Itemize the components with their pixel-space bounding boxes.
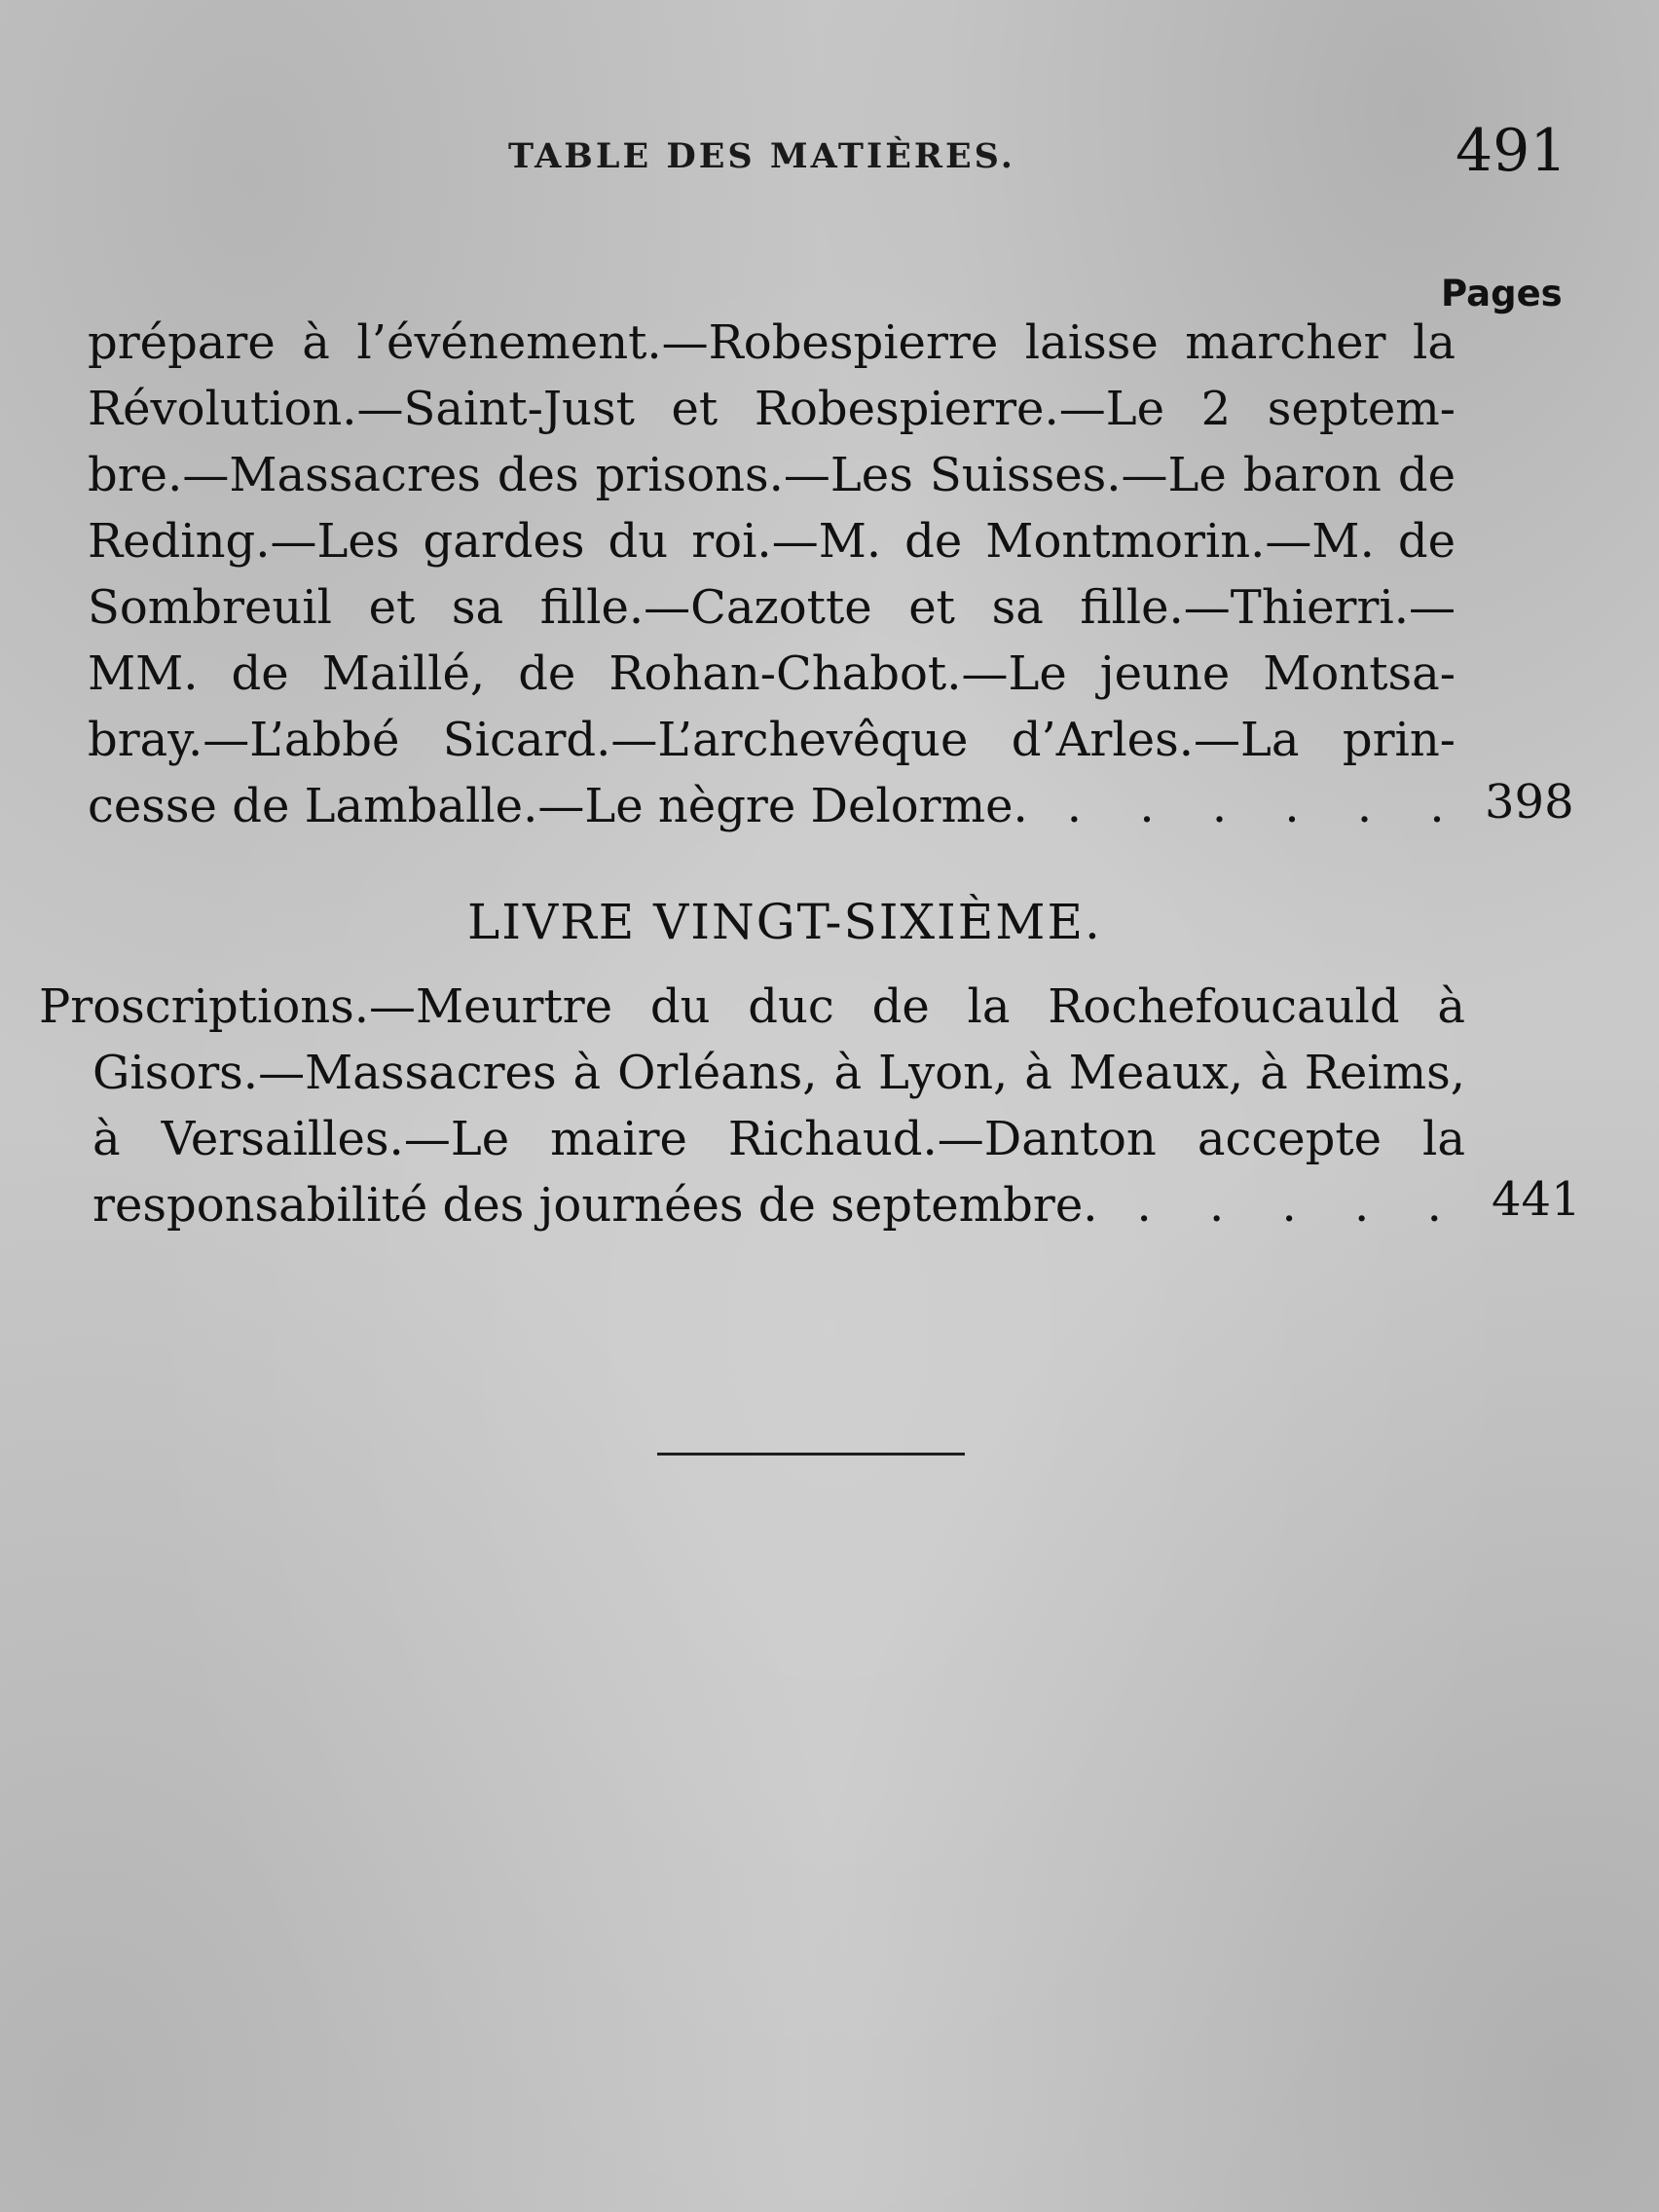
toc-entry-last-line — [88, 773, 1466, 839]
end-rule-divider — [657, 1453, 965, 1456]
running-head: TABLE DES MATIÈRES. — [508, 136, 1015, 176]
toc-entry-line: à Versailles.—Le maire Richaud.—Danton accepte la — [92, 1112, 1465, 1166]
dot-leader: . . . . . — [1136, 1178, 1463, 1233]
page-number: 491 — [1456, 117, 1567, 185]
toc-entry-line: Proscriptions.—Meurtre du duc de la Rochefoucauld à — [39, 979, 1465, 1034]
toc-entry-line: prépare à l’événement.—Robespierre laisse marcher la — [88, 315, 1456, 370]
toc-entry-last-line — [92, 1172, 1465, 1238]
toc-entry-line: bray.—L’abbé Sicard.—L’archevêque d’Arles.—La prin- — [88, 713, 1456, 767]
toc-entry-line: Sombreuil et sa fille.—Cazotte et sa fille.—Thierri.— — [88, 580, 1456, 635]
toc-entry — [88, 310, 1466, 839]
toc-entry-line: cesse de Lamballe.—Le nègre Delorme. — [88, 779, 1028, 833]
toc-entry-line: Reding.—Les gardes du roi.—M. de Montmorin.—M. de — [88, 514, 1456, 569]
toc-entry-line: Révolution.—Saint-Just et Robespierre.—Le 2 septem- — [88, 382, 1456, 436]
pages-column-label: Pages — [1441, 273, 1563, 314]
dot-leader: . . . . . . — [1066, 779, 1466, 833]
section-heading: LIVRE VINGT-SIXIÈME. — [467, 894, 1102, 950]
toc-entry — [39, 974, 1465, 1238]
toc-entry-line: Gisors.—Massacres à Orléans, à Lyon, à Meaux, à Reims, — [92, 1046, 1465, 1100]
toc-entry-line: bre.—Massacres des prisons.—Les Suisses.—Le baron de — [88, 448, 1456, 502]
toc-page-reference: 398 — [1485, 775, 1574, 830]
toc-entry-line: responsabilité des journées de septembre. — [92, 1178, 1098, 1233]
toc-page-reference: 441 — [1492, 1172, 1581, 1227]
toc-entry-line: MM. de Maillé, de Rohan-Chabot.—Le jeune Montsa- — [88, 646, 1456, 701]
